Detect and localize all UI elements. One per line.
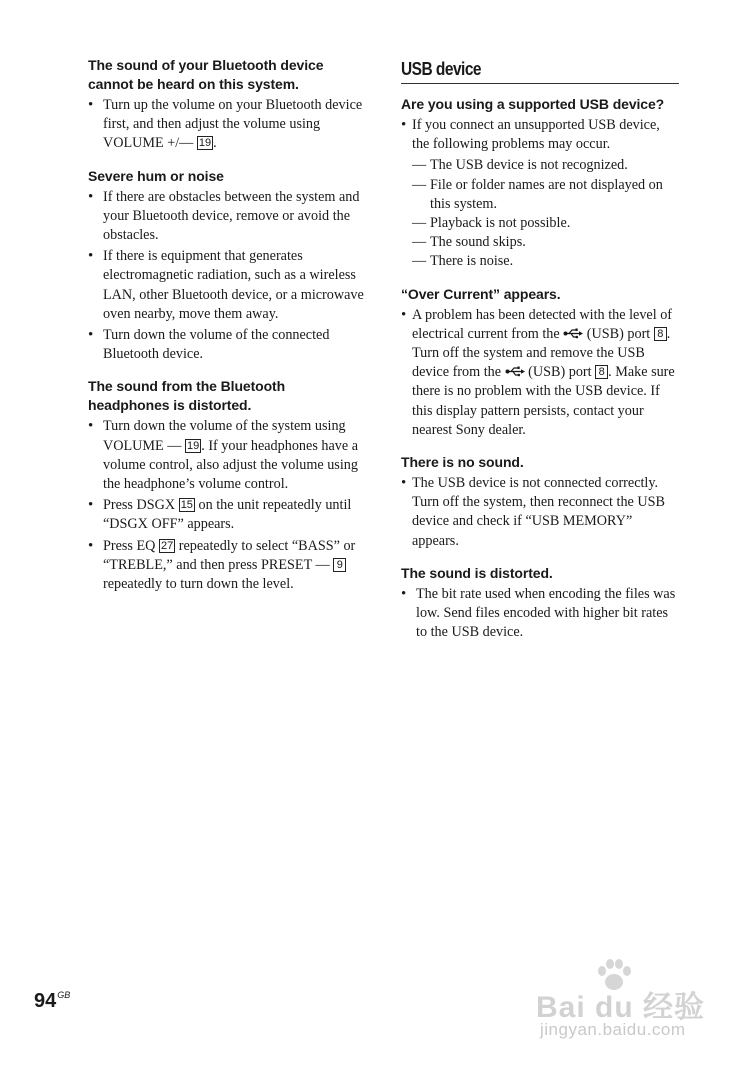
section-rule xyxy=(401,83,679,84)
callout-number: 15 xyxy=(180,499,193,512)
bullet-list xyxy=(88,188,370,365)
bullet-text: (USB) port xyxy=(583,325,654,342)
bullet-text: A problem has been detected with the level of electrical current from the xyxy=(412,306,673,342)
baidu-watermark xyxy=(536,958,716,1048)
question-heading: The sound of your Bluetooth device cannot be heard on this system. xyxy=(88,57,324,92)
bullet-item xyxy=(88,537,370,595)
right-column xyxy=(401,56,679,655)
question-heading: Severe hum or noise xyxy=(88,167,224,184)
section-sound-distorted xyxy=(401,564,679,643)
question-heading: “Over Current” appears. xyxy=(401,285,561,302)
dash-item: — There is noise. xyxy=(412,252,679,271)
usb-icon xyxy=(505,366,525,377)
bullet-text: on the unit repeatedly until “DSGX OFF” appears. xyxy=(103,497,352,533)
question-heading: The sound from the Bluetooth headphones is distorted. xyxy=(88,378,286,414)
usb-icon xyxy=(563,328,583,339)
bullet-list xyxy=(401,474,679,551)
bullet-item xyxy=(401,306,679,440)
section-bt-no-sound xyxy=(88,56,370,154)
watermark-logo: Bai du 经验 xyxy=(536,991,706,1024)
section-supported-usb xyxy=(401,95,679,272)
callout-number: 19 xyxy=(198,137,212,150)
bullet-list xyxy=(88,417,370,594)
left-column xyxy=(88,56,370,607)
bullet-item xyxy=(88,496,370,534)
bullet-list xyxy=(401,116,679,272)
bullet-text: Press EQ xyxy=(103,537,159,554)
dash-item: — The sound skips. xyxy=(412,233,679,252)
bullet-text: (USB) port xyxy=(524,364,596,381)
bullet-text: . Make sure there is no problem with the USB device. If this display pattern persists, contact your nearest Sony dealer. xyxy=(412,364,675,438)
question-heading: The sound is distorted. xyxy=(401,564,553,581)
bullet-item: • The bit rate used when encoding the files was low. Send files encoded with higher bit rates to the USB device. xyxy=(401,585,679,643)
callout-number: 27 xyxy=(160,539,174,552)
bullet-text: Press DSGX xyxy=(103,497,179,514)
bullet-list xyxy=(401,306,679,440)
callout-number: 8 xyxy=(654,327,667,341)
question-heading: There is no sound. xyxy=(401,454,524,471)
bullet-item xyxy=(88,96,370,154)
bullet-list xyxy=(88,96,370,154)
bullet-item: • Turn down the volume of the connected Bluetooth device. xyxy=(88,326,370,364)
page-number-value: 94 xyxy=(34,990,57,1012)
bullet-text: . If your headphones have a volume control, also adjust the volume using the headphone’s volume control. xyxy=(103,437,359,493)
page-number xyxy=(34,990,70,1013)
bullet-text: repeatedly to select “BASS” or “TREBLE,” and then press PRESET — xyxy=(103,537,356,573)
page-suffix: GB xyxy=(57,990,71,1000)
question-heading: Are you using a supported USB device? xyxy=(401,96,665,112)
bullet-text: If you connect an unsupported USB device, the following problems may occur. xyxy=(412,117,660,153)
bullet-item: • If there are obstacles between the system and your Bluetooth device, remove or avoid the obstacles. xyxy=(88,188,370,246)
callout-number: 8 xyxy=(595,365,608,379)
callout-number: 19 xyxy=(186,439,200,452)
dash-list xyxy=(412,156,679,271)
bullet-item xyxy=(88,417,370,494)
section-title: USB device xyxy=(401,59,482,79)
dash-item: — The USB device is not recognized. xyxy=(412,156,679,175)
section-over-current xyxy=(401,285,679,440)
bullet-item: • If there is equipment that generates electromagnetic radiation, such as a wireless LAN, other Bluetooth device, or a microwave oven nearby, move them away. xyxy=(88,247,370,324)
bullet-list xyxy=(401,585,679,643)
watermark-url: jingyan.baidu.com xyxy=(540,1020,686,1039)
bullet-text: . xyxy=(213,135,217,152)
bullet-text: . Turn off the system and remove the USB device from the xyxy=(412,325,671,381)
callout-number: 9 xyxy=(333,558,346,572)
bullet-text: repeatedly to turn down the level. xyxy=(103,576,294,593)
bullet-text: Turn down the volume of the system using VOLUME — xyxy=(103,418,346,454)
bullet-text: Turn up the volume on your Bluetooth device first, and then adjust the volume using VOLUME +/— xyxy=(103,97,363,152)
bullet-item xyxy=(401,116,679,272)
section-hum-noise xyxy=(88,167,370,365)
section-headphones-distorted xyxy=(88,377,370,594)
dash-item: — File or folder names are not displayed on this system. xyxy=(412,176,679,214)
bullet-item: • The USB device is not connected correctly. Turn off the system, then reconnect the USB device and check if “USB MEMORY” appears. xyxy=(401,474,679,551)
dash-item: — Playback is not possible. xyxy=(412,214,679,233)
section-no-sound xyxy=(401,453,679,551)
